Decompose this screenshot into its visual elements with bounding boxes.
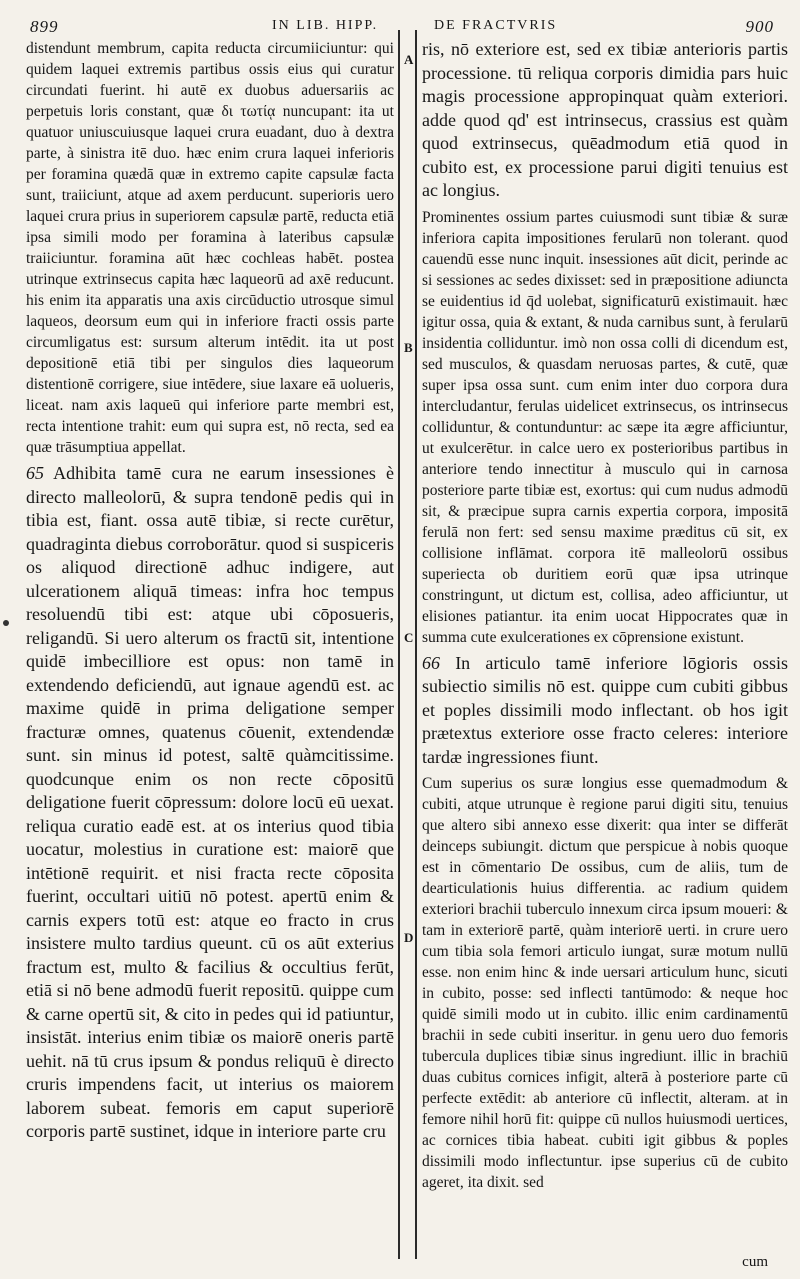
column-rule-right [415,30,417,1259]
margin-letter-c: C [404,630,414,645]
margin-letter-a: A [404,52,414,67]
margin-letter-b: B [404,340,413,355]
commentary-paragraph-cum: Cum superius os suræ longius esse quemadmodum & cubiti, atque utrunque è regione parui digiti situ, tenuius que altero sibi annexo esse dixerit: qua inter se differāt deinceps subiungit. dictum que perspicue à nobis quoque est in cōmentario De ossibus, cum de aliis, tum de dearticulationis huius differentia. ac radium quidem exteriori brachii tuberculo innexum circa ipsum moueri: & tam in exteriorē partē, quàm interiorē uerti. in crure uero cum tibia sola femori articulo iungat, suræ motum nullū esse. non enim hinc & inde uersari articulum hunc, sicuti in cubito, posse: sed inflecti tantūmodo: & neque hoc quidē simili modo ut in cubito. illic enim cardinamentū brachii in sede cubiti inseritur. in genu uero duo femoris tubercula duplices tibiæ sinus ingrediunt. illic in brachiū duas cubitus cornices infigit, alterā à posteriore parte cū perfecte extēdit: ab anteriore cū inflectit, alteram. at in femore nihil horū fit: quippe cū nullos huiusmodi uertices, ac cornices tibia habeat. cubiti igit gibbus & poples dissimili modo inflectuntur. ipse superius cū de cubito ageret, ita dixit. sed [422,775,788,1191]
commentary-paragraph: distendunt membrum, capita reducta circumiiciuntur: qui quidem laquei extremis partibus ossis eius qui curatur circundati fuerint. hi autē ex duobus aduersariis ac perpetuis loris constant, quæ δι τωτίᾳ nuncupant: ita ut quatuor uniuscuiusque laquei crura euadant, duo à dextra parte, à sinistra itē duo. hæc enim crura laquei inferioris per foramina quædā quæ in extremo capite capsulæ facta sunt, traiiciunt, atque ad axem perducunt. superioris uero laquei crura prius in superiorem capsulæ partē, reducta etiā ipsa simili modo per foramina à lateribus capsulæ traiiciuntur. foramina aūt hæc cochleas habēt. postea utrinque extrinsecus capita hæc laqueorū ad axē reducunt. his enim ita apparatis una axis circūductio utrosque simul laqueos, deorsum eum qui in inferiore fracti ossis parte circumligatus est: sursum alterum intēdit. ita ut post depositionē etiā tibi per singulos dies laqueorum distentionē corrigere, siue intēdere, siue laxare eā uolueris, liceat. nam axis laqueū qui inferiore parte membri est, recta intentione trahit: eum qui supra est, nō recta, sed ea quæ trāsumptiua appellat. [26,40,394,456]
margin-letter-d: D [404,930,414,945]
running-title-subject: DE FRACTVRIS [434,18,558,33]
text-paragraph-66 [422,652,788,770]
text-paragraph-65 [26,462,394,1144]
text-paragraph-continued: ris, nō exteriore est, sed ex tibiæ anterioris partis processione. tū reliqua corporis dimidia pars huic magis processione appropinquat quàm exteriori. adde quod qd' est intrinsecus, crassius est quàm quod extrinsecus, quēadmodum etiā quod in cubito est, ex processione parui digiti tenuius est ac longius. [422,39,788,200]
section-number: 66 [422,652,440,673]
page-number-right: 900 [745,17,774,36]
left-column [26,38,394,1144]
column-rule-left [398,30,400,1259]
catchword: cum [742,1254,768,1270]
running-head [22,14,786,38]
section-text: Adhibita tamē cura ne earum insessiones è directo malleolorū, & supra tendonē pedis qui in tibia est, fiant. ossa autē tibiæ, si recte curētur, quadraginta diebus corroborātur. quod si suspiceris os aliquod directionē adhuc indigere, aut ulcerationem aliquā timeas: infra hoc tempus resoluendū tibi est: atque ubi cōposueris, religandū. Si uero alterum os fractū sit, intentione quidē imbecilliore est opus: non tamē in extendendo deficiendū, aut ignaue agendū est. ac maxime quidē in prima deligatione semper fracturæ omnes, quatenus cōuenit, extendendæ sunt. sin minus id potest, saltē quàmcitissime. quodcunque enim os non recte cōpositū deligatione fuerit cōpressum: dolore locū eū uexat. reliqua curatio eadē est. at os interius quod tibia uocatur, molestius in curatione est: maiorē que intētionē requirit. et nisi fracta recte cōposita fuerint, occultari uitiū nō potest. apertū enim & carnis expers totū est: atque eo fracto in crus insistere multo tardius queunt. cū os aūt exterius fractum est, multo & facilius & occultius ferūt, etiā si nō bene admodū fuerit repositū. quippe cum & carne opertū sit, & cito in pedes qui id patiuntur, insistāt. interius enim tibiæ os maiorē oneris partē uehit. nā tū crus ipsum & pondus reliquū è directo cruris impendens facit, ut interius os maiorem laborem subeat. femoris em caput superiorē corporis partē sustinet, idque in interiore parte cru [26,463,394,1141]
section-text: In articulo tamē inferiore lōgioris ossis subiectio similis nō est. quippe cum cubiti gibbus et poples dissimili modo inflectant. ob hos igit prætextus exteriore osse fracto celeres: interiore tardæ ingressiones fiunt. [422,652,789,767]
section-number: 65 [26,463,44,483]
right-column [422,38,788,1193]
page-number-left: 899 [30,17,59,36]
ink-blot [3,620,9,626]
commentary-paragraph-prominentes: Prominentes ossium partes cuiusmodi sunt tibiæ & suræ inferiora capita impositiones ferularū non tolerant. quod cauendū esse nunc inquit. insessiones aūt dicit, perinde ac si sessiones ac sedes dixisset: sed in præpositione adiuncta se euidentius id q̄d uolebat, significaturū existimauit. hæc igitur ossa, quia & extant, & nuda carnibus sunt, à ferularū insidentia colliduntur. imò non ossa colli di dicendum est, sed musculos, & quasdam neruosas partes, & cutē, quæ super ipsa ossa sunt. cum enim inter duo corpora dura intercludantur, ferulas uidelicet extrinsecus, os intrinsecus colliduntur, & contunduntur: ac sæpe ita ægre afficiuntur, ut exulcerētur. in calce uero ex posterioribus partibus in anteriore tendo innectitur à musculo qui in carnosa posteriore parte tibiæ est, exortus: qui cum nudus admodū sit, & præcipue supra carnis expertia corpora, impositā ferulā non fert: sed sensu maxime præditus cū sit, ex collisione inflāmat. corpora itē malleolorū ossibus superiecta ob duritiem eorū quæ ipsa utrinque constringunt, ut dictum est, collisa, adeo afficiuntur, ut elisiones patiantur. ita enim uocat Hippocrates quæ in summa cute exulcerationes ex cōprensione existunt. [422,208,788,646]
running-title: IN LIB. HIPP. [272,18,379,33]
